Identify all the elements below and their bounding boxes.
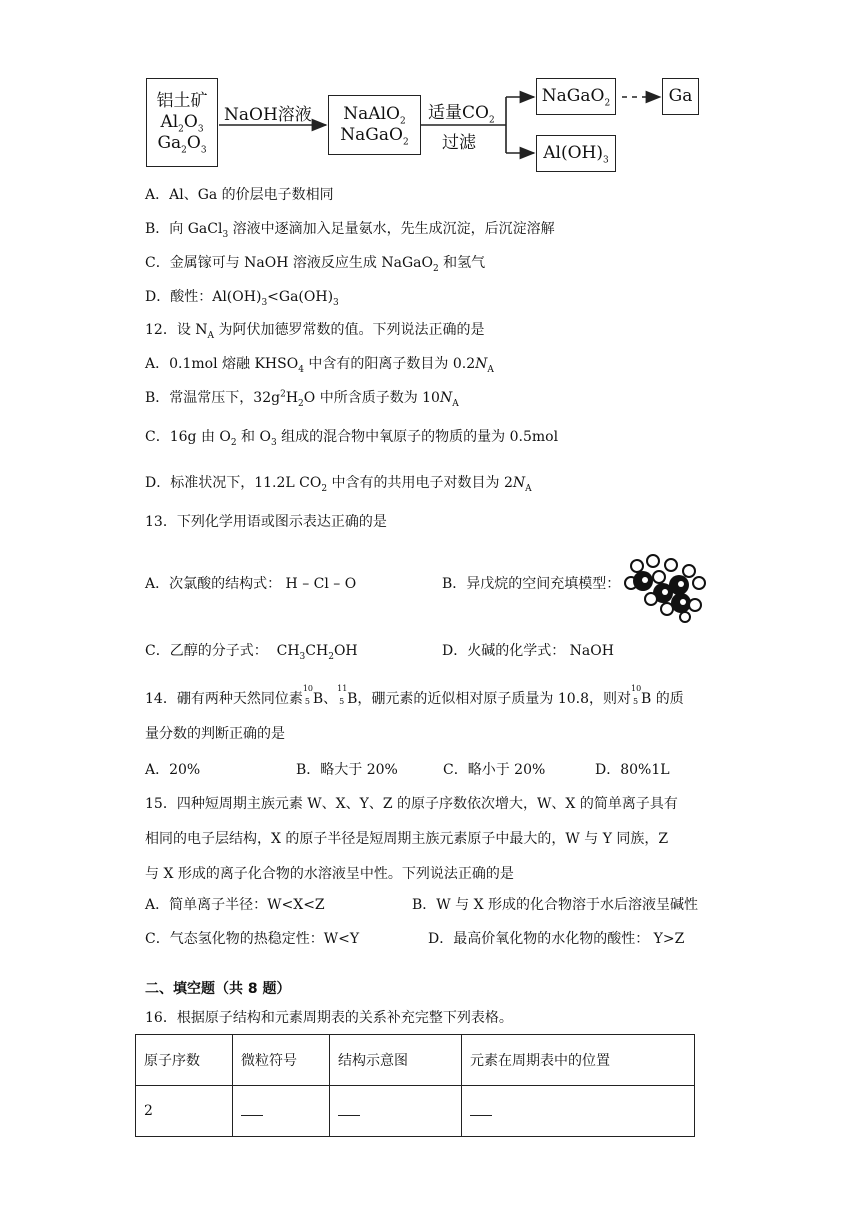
table-cell-blank[interactable] <box>330 1086 462 1137</box>
arrow2-label-top: 适量$CO_2$ <box>428 103 495 126</box>
box-bauxite-line1: 铝土矿 <box>156 91 208 111</box>
table-header-cell: 原子序数 <box>136 1035 233 1086</box>
box-aloh3-text: $Al(OH)_3$ <box>543 143 609 166</box>
q15-line2: 相同的电子层结构，X 的原子半径是短周期主族元素原子中最大的，W 与 Y 同族，Z <box>145 831 669 847</box>
q13-option-d: D．火碱的化学式： NaOH <box>442 643 614 659</box>
q15-line1: 15．四种短周期主族元素 W、X、Y、Z 的原子序数依次增大，W、X 的简单离子具有 <box>145 796 678 812</box>
q14-option-d: D．80%1L <box>595 762 670 778</box>
q15-option-d: D．最高价氧化物的水化物的酸性： Y>Z <box>428 931 685 947</box>
q15-option-c: C．气态氢化物的热稳定性：W<Y <box>145 931 360 947</box>
box-bauxite-line2: $Al_2O_3$ <box>160 112 204 135</box>
q15-option-a: A．简单离子半径：W<X<Z <box>145 897 325 913</box>
box-aloh3 <box>536 135 616 172</box>
box-bauxite-line3: $Ga_2O_3$ <box>157 133 207 156</box>
q11-option-a: A．Al、Ga 的价层电子数相同 <box>145 187 334 203</box>
box-nagao2-text: NaGaO$_2$ <box>541 86 611 109</box>
answer-blank[interactable] <box>241 1103 263 1116</box>
q13-option-a: A．次氯酸的结构式： H – Cl – O <box>145 576 357 592</box>
q11-option-b: B．向 GaCl$_3$ 溶液中逐滴加入足量氨水，先生成沉淀，后沉淀溶解 <box>145 221 555 240</box>
q14-option-b: B．略大于 20% <box>296 762 398 778</box>
q15-line3: 与 X 形成的离子化合物的水溶液呈中性。下列说法正确的是 <box>145 866 514 882</box>
q15-option-b: B．W 与 X 形成的化合物溶于水后溶液呈碱性 <box>412 897 698 913</box>
table-header-cell: 元素在周期表中的位置 <box>462 1035 695 1086</box>
q12-option-a: A．0.1mol 熔融 $KHSO_4$ 中含有的阳离子数目为 $0.2N_A$ <box>145 356 494 375</box>
q12-option-d: D．标准状况下，11.2L $CO_2$ 中含有的共用电子对数目为 $2N_A$ <box>145 475 532 494</box>
q14-stem-line2: 量分数的判断正确的是 <box>145 726 285 742</box>
table-cell: 2 <box>136 1086 233 1137</box>
box-solution <box>328 95 421 155</box>
q12-option-c: C．16g 由 $O_2$ 和 $O_3$ 组成的混合物中氧原子的物质的量为 0.5mol <box>145 429 559 448</box>
q13-option-b: B．异戊烷的空间充填模型： <box>442 576 621 592</box>
q13-stem: 13．下列化学用语或图示表达正确的是 <box>145 514 387 530</box>
isopentane-space-filling-model <box>623 553 715 623</box>
table-row <box>136 1086 695 1137</box>
q12-option-b: B．常温常压下，$32g^2H_2O$ 中所含质子数为 $10N_A$ <box>145 389 459 409</box>
table-header-row <box>136 1035 695 1086</box>
q16-stem: 16．根据原子结构和元素周期表的关系补充完整下列表格。 <box>145 1010 513 1026</box>
table-header-cell: 微粒符号 <box>233 1035 330 1086</box>
table-header-cell: 结构示意图 <box>330 1035 462 1086</box>
box-ga: Ga <box>662 78 699 115</box>
q14-option-a: A．20% <box>145 762 201 778</box>
box-solution-line2: NaGaO$_2$ <box>340 125 409 148</box>
arrow1-label: NaOH溶液 <box>224 105 312 125</box>
q11-option-c: C．金属镓可与 NaOH 溶液反应生成 NaGaO$_2$ 和氢气 <box>145 255 486 274</box>
q13-option-c: C．乙醇的分子式： $CH_3CH_2OH$ <box>145 643 358 662</box>
box-solution-line1: NaAlO$_2$ <box>343 104 406 127</box>
arrow2-label-bottom: 过滤 <box>442 133 476 153</box>
section-2-title: 二、填空题（共 8 题） <box>145 981 291 997</box>
q16-table <box>135 1034 695 1137</box>
q14-stem-line1: 14．硼有两种天然同位素 10 5 B、 11 5 B，硼元素的近似相对原子质量为 10.8，则对 10 5 B 的质 <box>145 684 684 707</box>
table-cell-blank[interactable] <box>462 1086 695 1137</box>
q11-option-d: D．酸性：$Al(OH)_3<Ga(OH)_3$ <box>145 289 339 308</box>
answer-blank[interactable] <box>470 1103 492 1116</box>
box-nagao2 <box>536 78 616 115</box>
table-cell-blank[interactable] <box>233 1086 330 1137</box>
q14-option-c: C．略小于 20% <box>443 762 546 778</box>
q12-stem: 12．设 $N_A$ 为阿伏加德罗常数的值。下列说法正确的是 <box>145 322 485 341</box>
answer-blank[interactable] <box>338 1103 360 1116</box>
